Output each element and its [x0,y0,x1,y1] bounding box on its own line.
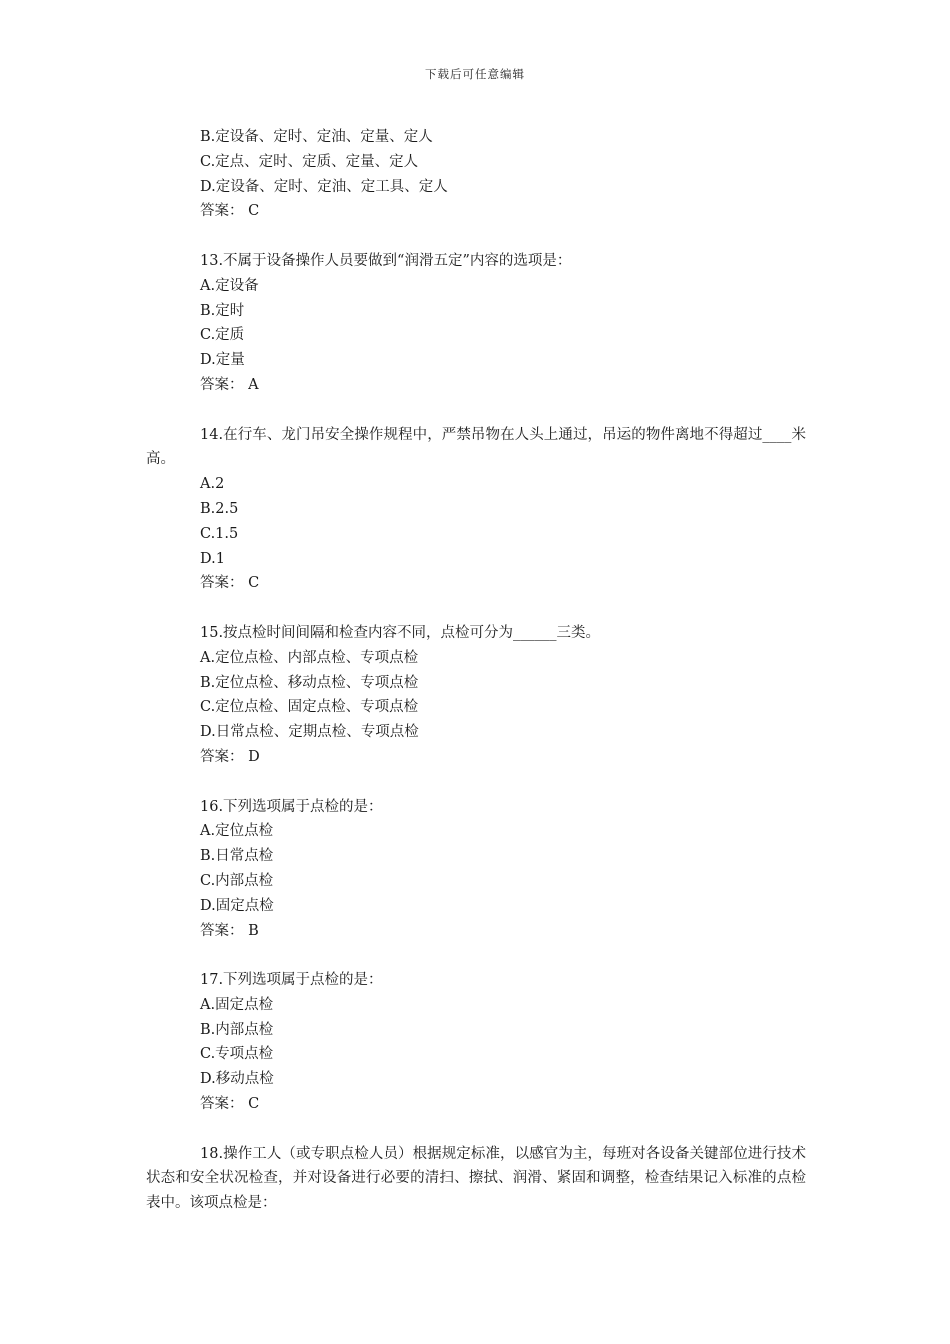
option-b: B.定设备、定时、定油、定量、定人 [200,129,433,145]
question-16 [146,795,806,944]
option-a: A.2 [200,476,225,493]
question-15 [146,621,806,770]
document-body [146,125,806,1216]
answer: 答案： C [200,575,260,592]
option-c: C.内部点检 [200,872,274,889]
option-b: B.日常点检 [200,848,274,865]
option-d: D.定设备、定时、定油、定工具、定人 [200,178,448,195]
question-text: 13.不属于设备操作人员要做到“润滑五定”内容的选项是： [200,252,572,269]
option-b: B.2.5 [200,500,239,517]
option-d: D.1 [200,550,225,567]
option-c: C.定位点检、固定点检、专项点检 [200,699,419,716]
option-b: B.定位点检、移动点检、专项点检 [200,674,419,691]
page-header: 下载后可任意编辑 [425,67,525,81]
answer: 答案： C [200,203,260,220]
question-17 [146,968,806,1117]
option-a: A.固定点检 [200,996,274,1013]
question-text: 17.下列选项属于点检的是： [200,972,383,989]
option-c: C.定点、定时、定质、定量、定人 [200,153,419,170]
question-text: 15.按点检时间间隔和检查内容不同，点检可分为______三类。 [200,624,601,641]
option-c: C.1.5 [200,525,239,542]
question-text: 18.操作工人（或专职点检人员）根据规定标准，以感官为主，每班对各设备关键部位进行技术状态和安全状况检查，并对设备进行必要的清扫、擦拭、润滑、紧固和调整，检查结果记入标准的点检表中。该项点检是： [146,1145,806,1212]
question-12-continued [146,125,806,224]
option-a: A.定设备 [200,277,259,294]
option-d: D.移动点检 [200,1071,274,1088]
question-18 [146,1142,806,1216]
answer: 答案： D [200,748,260,765]
answer: 答案： A [200,376,259,393]
option-d: D.日常点检、定期点检、专项点检 [200,724,419,741]
answer: 答案： B [200,922,259,939]
option-c: C.专项点检 [200,1046,274,1063]
question-text: 16.下列选项属于点检的是： [200,798,383,815]
answer: 答案： C [200,1096,260,1113]
question-14 [146,423,806,597]
question-13 [146,249,806,398]
option-b: B.定时 [200,302,245,319]
option-a: A.定位点检、内部点检、专项点检 [200,649,419,666]
option-d: D.定量 [200,352,245,369]
question-text: 14.在行车、龙门吊安全操作规程中，严禁吊物在人头上通过，吊运的物件离地不得超过____米高。 [146,426,806,468]
option-b: B.内部点检 [200,1021,274,1038]
option-d: D.固定点检 [200,897,274,914]
option-a: A.定位点检 [200,823,274,840]
option-c: C.定质 [200,327,245,344]
